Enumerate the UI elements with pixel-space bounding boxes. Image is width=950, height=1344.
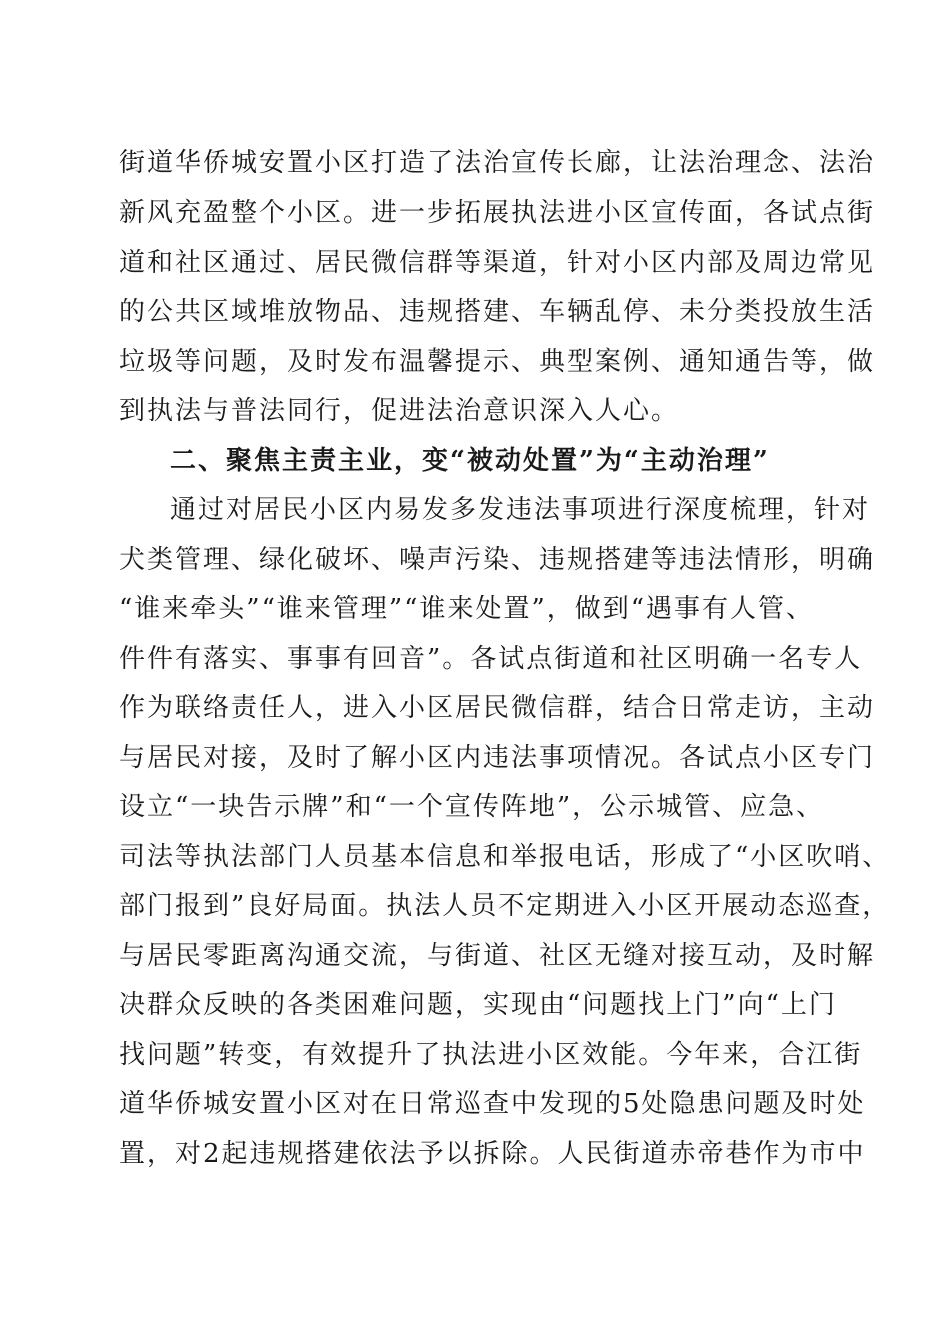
text-line: 道华侨城安置小区对在日常巡查中发现的5处隐患问题及时处 — [119, 1089, 866, 1119]
text-line: 通过对居民小区内易发多发违法事项进行深度梳理，针对 — [170, 495, 871, 525]
text-line: 设立“一块告示牌”和“一个宣传阵地”，公示城管、应急、 — [119, 792, 825, 822]
text-line: 作为联络责任人，进入小区居民微信群，结合日常走访，主动 — [119, 693, 876, 723]
text-line: 垃圾等问题，及时发布温馨提示、典型案例、通知通告等，做 — [119, 347, 876, 377]
text-line: 街道华侨城安置小区打造了法治宣传长廊，让法治理念、法治 — [119, 148, 876, 178]
text-line: “谁来牵头”“谁来管理”“谁来处置”，做到“遇事有人管、 — [119, 594, 815, 624]
text-line: 到执法与普法同行，促进法治意识深入人心。 — [119, 396, 680, 426]
text-line: 件件有落实、事事有回音”。各试点街道和社区明确一名专人 — [119, 644, 863, 674]
text-line: 与居民对接，及时了解小区内违法事项情况。各试点小区专门 — [119, 743, 876, 773]
text-line: 决群众反映的各类困难问题，实现由“问题找上门”向“上门 — [119, 990, 837, 1020]
text-line: 部门报到”良好局面。执法人员不定期进入小区开展动态巡查， — [119, 891, 891, 921]
text-line: 的公共区域堆放物品、违规搭建、车辆乱停、未分类投放生活 — [119, 297, 876, 327]
section-heading: 二、聚焦主责主业，变“被动处置”为“主动治理” — [170, 446, 770, 476]
text-line: 与居民零距离沟通交流，与街道、社区无缝对接互动，及时解 — [119, 941, 876, 971]
text-line: 找问题”转变，有效提升了执法进小区效能。今年来，合江街 — [119, 1040, 863, 1070]
text-line: 新风充盈整个小区。进一步拓展执法进小区宣传面，各试点街 — [119, 198, 876, 228]
text-line: 司法等执法部门人员基本信息和举报电话，形成了“小区吹哨、 — [119, 842, 891, 872]
text-line: 犬类管理、绿化破坏、噪声污染、违规搭建等违法情形，明确 — [119, 545, 876, 575]
text-line: 道和社区通过、居民微信群等渠道，针对小区内部及周边常见 — [119, 248, 876, 278]
text-line: 置，对2起违规搭建依法予以拆除。人民街道赤帝巷作为市中 — [119, 1139, 866, 1169]
